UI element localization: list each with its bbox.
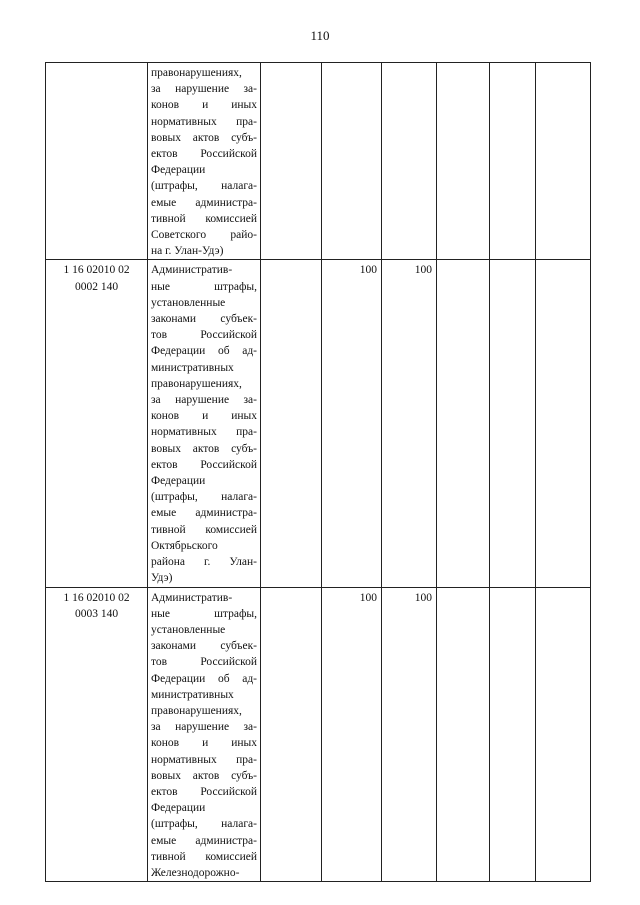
row-2-description-cell [148, 260, 261, 587]
description-line: вовых актов субъ- [151, 131, 257, 144]
row-3-description-cell [148, 587, 261, 882]
description-line: тивной комиссией [151, 523, 257, 536]
description-line: Федерации об ад- [151, 345, 257, 358]
description-line: Федерации [151, 475, 206, 488]
description-line: Федерации [151, 164, 206, 177]
code-line: 1 16 02010 02 [63, 264, 130, 277]
row-2-empty-cell [536, 260, 591, 587]
description-line: на г. Улан-Удэ) [151, 245, 224, 258]
description-line: Административ- [151, 264, 233, 277]
description-line: законами субъек- [151, 640, 257, 653]
row-1-value-2-cell [382, 63, 437, 260]
row-2-value-1-cell: 100 [322, 260, 382, 587]
description-line: тивной комиссией [151, 212, 257, 225]
description-line: Удэ) [151, 572, 173, 585]
description-line: нормативных пра- [151, 426, 257, 439]
row-3-empty-cell [490, 587, 536, 882]
row-3-value-1-cell: 100 [322, 587, 382, 882]
description-line: правонарушениях, [151, 377, 242, 390]
description-line: нормативных пра- [151, 115, 257, 128]
row-3-empty-cell [437, 587, 490, 882]
description-line: ные штрафы, [151, 607, 257, 620]
budget-table [45, 62, 591, 882]
row-3-empty-cell [536, 587, 591, 882]
row-2-empty-cell [261, 260, 322, 587]
description-line: за нарушение за- [151, 83, 257, 96]
row-1-empty-cell [536, 63, 591, 260]
row-1-empty-cell [261, 63, 322, 260]
row-2-empty-cell [490, 260, 536, 587]
row-3-empty-cell [261, 587, 322, 882]
description-line: за нарушение за- [151, 721, 257, 734]
description-line: Октябрьского [151, 539, 218, 552]
description-line: министративных [151, 361, 234, 374]
description-line: установленные [151, 296, 226, 309]
row-1-value-1-cell [322, 63, 382, 260]
description-line: ектов Российской [151, 148, 257, 161]
code-line: 1 16 02010 02 [63, 591, 130, 604]
description-line: емые администра- [151, 507, 257, 520]
row-1-description-cell [148, 63, 261, 260]
description-line: тивной комиссией [151, 850, 257, 863]
table-row [46, 260, 591, 587]
description-line: ные штрафы, [151, 280, 257, 293]
row-1-empty-cell [437, 63, 490, 260]
description-line: тов Российской [151, 329, 257, 342]
description-line: вовых актов субъ- [151, 442, 257, 455]
row-3-value-2-cell: 100 [382, 587, 437, 882]
description-line: Железнодорожно- [151, 866, 240, 879]
description-line: (штрафы, налага- [151, 818, 257, 831]
description-line: района г. Улан- [151, 556, 257, 569]
description-line: вовых актов субъ- [151, 769, 257, 782]
description-line: законами субъек- [151, 313, 257, 326]
description-line: (штрафы, налага- [151, 491, 257, 504]
description-line: конов и иных [151, 737, 257, 750]
description-line: Федерации об ад- [151, 672, 257, 685]
description-line: ектов Российской [151, 785, 257, 798]
description-line: Федерации [151, 802, 206, 815]
description-line: емые администра- [151, 196, 257, 209]
description-line: установленные [151, 623, 226, 636]
row-3-code-cell [46, 587, 148, 882]
description-line: нормативных пра- [151, 753, 257, 766]
description-line: конов и иных [151, 410, 257, 423]
description-line: ектов Российской [151, 458, 257, 471]
description-line: правонарушениях, [151, 67, 242, 79]
description-line: конов и иных [151, 99, 257, 112]
description-line: за нарушение за- [151, 394, 257, 407]
row-2-empty-cell [437, 260, 490, 587]
description-line: Советского райо- [151, 229, 257, 242]
page-number: 110 [310, 28, 330, 43]
description-line: правонарушениях, [151, 704, 242, 717]
description-line: (штрафы, налага- [151, 180, 257, 193]
code-line: 0003 140 [74, 607, 119, 620]
row-2-value-2-cell: 100 [382, 260, 437, 587]
row-1-empty-cell [490, 63, 536, 260]
row-2-code-cell [46, 260, 148, 587]
table-row [46, 587, 591, 882]
row-1-code-cell [46, 63, 148, 260]
description-line: тов Российской [151, 656, 257, 669]
code-line: 0002 140 [74, 280, 119, 293]
description-line: емые администра- [151, 834, 257, 847]
table-row [46, 63, 591, 260]
description-line: Административ- [151, 591, 233, 604]
description-line: министративных [151, 688, 234, 701]
